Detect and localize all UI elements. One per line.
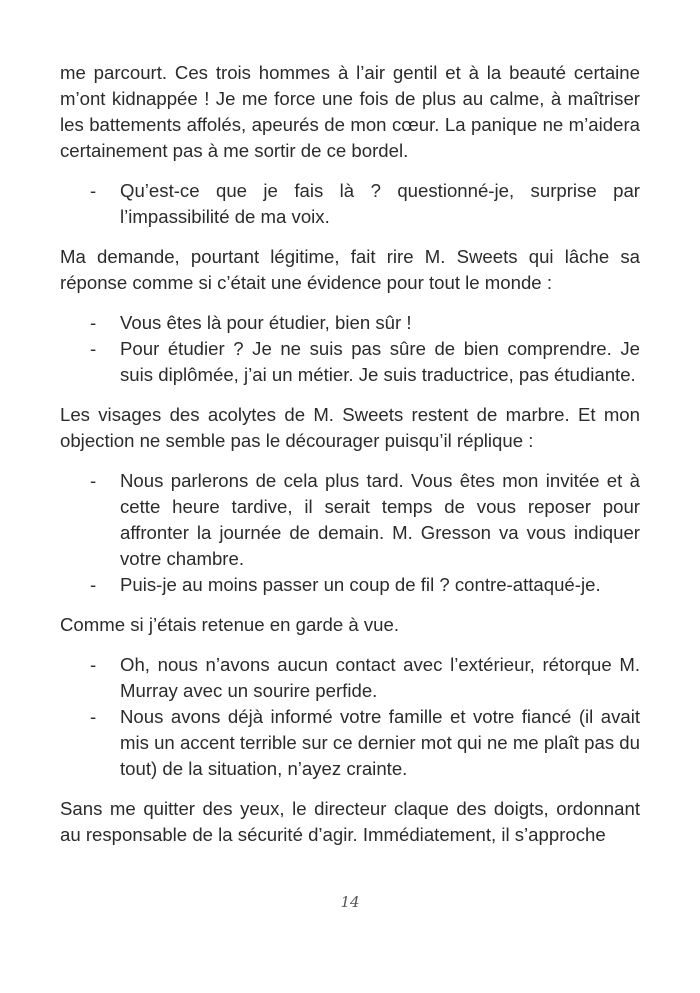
dialogue-text: Qu’est-ce que je fais là ? questionné-je, surprise par l’impassibilité de ma voix. [120, 180, 640, 227]
dialogue-line [60, 468, 640, 572]
dialogue-line [60, 572, 640, 598]
dialogue-dash: - [90, 312, 97, 333]
dialogue-dash: - [90, 180, 97, 201]
dialogue-group [60, 310, 640, 388]
dialogue-text: Vous êtes là pour étudier, bien sûr ! [120, 312, 412, 333]
dialogue-group [60, 468, 640, 598]
dialogue-text: Nous parlerons de cela plus tard. Vous êtes mon invitée et à cette heure tardive, il serait temps de vous reposer pour affronter la journée de demain. M. Gresson va vous indiquer votre chambre. [120, 470, 640, 569]
dialogue-line [60, 652, 640, 704]
dialogue-group [60, 178, 640, 230]
paragraph: Sans me quitter des yeux, le directeur claque des doigts, ordonnant au responsable de la sécurité d’agir. Immédiatement, il s’approche [60, 798, 640, 845]
dialogue-text: Puis-je au moins passer un coup de fil ? contre-attaqué-je. [120, 574, 601, 595]
paragraph: Ma demande, pourtant légitime, fait rire M. Sweets qui lâche sa réponse comme si c’était une évidence pour tout le monde : [60, 246, 640, 293]
paragraph: me parcourt. Ces trois hommes à l’air gentil et à la beauté certaine m’ont kidnappée ! Je me force une fois de plus au calme, à maîtriser les battements affolés, apeurés de mon cœur. La panique ne m’aidera certainement pas à me sortir de ce bordel. [60, 62, 640, 161]
dialogue-dash: - [90, 654, 97, 675]
paragraph: Comme si j’étais retenue en garde à vue. [60, 614, 399, 635]
dialogue-line [60, 704, 640, 782]
page-number: 14 [340, 893, 360, 911]
dialogue-text: Nous avons déjà informé votre famille et votre fiancé (il avait mis un accent terrible sur ce dernier mot qui ne me plaît pas du tout) de la situation, n’ayez crainte. [120, 706, 640, 779]
dialogue-dash: - [90, 574, 97, 595]
dialogue-dash: - [90, 706, 97, 727]
dialogue-line [60, 336, 640, 388]
dialogue-line [60, 178, 640, 230]
book-page [60, 60, 640, 862]
dialogue-dash: - [90, 470, 97, 491]
dialogue-group [60, 652, 640, 782]
dialogue-text: Oh, nous n’avons aucun contact avec l’extérieur, rétorque M. Murray avec un sourire perfide. [120, 654, 640, 701]
dialogue-text: Pour étudier ? Je ne suis pas sûre de bien comprendre. Je suis diplômée, j’ai un métier. Je suis traductrice, pas étudiante. [120, 338, 640, 385]
paragraph: Les visages des acolytes de M. Sweets restent de marbre. Et mon objection ne semble pas le décourager puisqu’il réplique : [60, 404, 640, 451]
dialogue-line [60, 310, 640, 336]
dialogue-dash: - [90, 338, 97, 359]
